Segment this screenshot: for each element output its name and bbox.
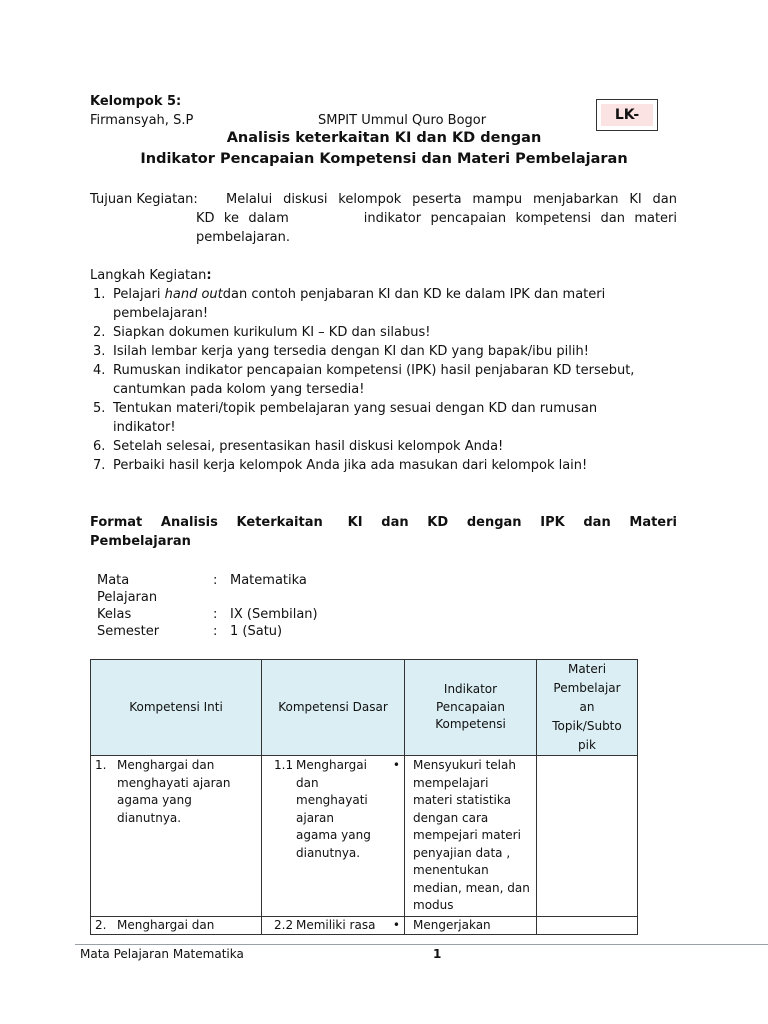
list-item: 4. Rumuskan indikator pencapaian kompetensi (IPK) hasil penjabaran KD tersebut, cantumkan pada kolom yang tersedia! (93, 363, 635, 397)
kelas-label: Kelas (97, 607, 132, 622)
row2-kd: 2.2 Memiliki rasa • (262, 916, 405, 935)
tujuan-label: Tujuan Kegiatan: (90, 192, 198, 207)
steps-list (93, 285, 653, 475)
school-name: SMPIT Ummul Quro Bogor (318, 113, 487, 128)
lk-box (596, 99, 658, 131)
lk-label: LK- (601, 104, 653, 126)
header-kd: Kompetensi Dasar (262, 660, 405, 756)
row2-ipk: Mengerjakan (405, 916, 537, 935)
course-info: Mata : Matematika Pelajaran Kelas : IX (Sembilan) Semester : 1 (Satu) (97, 573, 318, 639)
tujuan-line3: pembelajaran. (196, 230, 291, 245)
row1-materi (537, 756, 638, 917)
list-item: 1. Pelajari hand outdan contoh penjabaran KI dan KD ke dalam IPK dan materi pembelajaran! (93, 287, 606, 321)
footer-divider (75, 944, 768, 945)
doc-title-line1: Analisis keterkaitan KI dan KD dengan (226, 130, 542, 146)
bullet-icon: • (392, 758, 400, 772)
tujuan-line1: Melalui diskusi kelompok peserta mampu menjabarkan KI dan (226, 192, 677, 207)
analysis-table (90, 659, 638, 935)
list-item: 6. Setelah selesai, presentasikan hasil diskusi kelompok Anda! (93, 439, 504, 454)
row2-ki: 2. Menghargai dan (91, 916, 262, 935)
semester-label: Semester (97, 624, 160, 639)
footer-subject: Mata Pelajaran Matematika (80, 947, 244, 961)
mapel-value: Matematika (230, 573, 307, 588)
list-item: 2. Siapkan dokumen kurikulum KI – KD dan silabus! (93, 325, 431, 340)
header-materi: Materi Pembelajar an Topik/Subto pik (537, 660, 638, 756)
row1-ipk: Mensyukuri telah mempelajari materi statistika dengan cara mempejari materi penyajian data , menentukan median, mean, dan modus (405, 756, 537, 917)
group-label: Kelompok 5: (90, 94, 182, 109)
langkah-heading: Langkah Kegiatan: (90, 268, 212, 283)
kelas-value: IX (Sembilan) (230, 607, 318, 622)
mapel-label: Mata (97, 573, 130, 588)
row1-ki: 1. Menghargai dan menghayati ajaran agama yang dianutnya. (91, 756, 262, 917)
page-number: 1 (433, 947, 442, 961)
header-ipk: Indikator Pencapaian Kompetensi (405, 660, 537, 756)
row1-kd: 1.1 Menghargai dan menghayati ajaran agama yang dianutnya. • (262, 756, 405, 917)
mapel-label-2: Pelajaran (97, 590, 158, 605)
author-name: Firmansyah, S.P (90, 113, 194, 128)
doc-title-line2: Indikator Pencapaian Kompetensi dan Materi Pembelajaran (140, 151, 628, 167)
bullet-icon: • (392, 917, 400, 932)
header-ki: Kompetensi Inti (91, 660, 262, 756)
table-row (91, 916, 638, 935)
format-heading-line1: Format Analisis Keterkaitan KI dan KD dengan IPK dan Materi (90, 515, 677, 530)
table-row (91, 756, 638, 917)
format-heading-line2: Pembelajaran (90, 534, 191, 549)
tujuan-line2: KD ke dalam indikator pencapaian kompetensi dan materi (196, 211, 677, 226)
list-item: 5. Tentukan materi/topik pembelajaran yang sesuai dengan KD dan rumusan indikator! (93, 401, 598, 435)
semester-value: 1 (Satu) (230, 624, 283, 639)
list-item: 7. Perbaiki hasil kerja kelompok Anda jika ada masukan dari kelompok lain! (93, 458, 588, 473)
list-item: 3. Isilah lembar kerja yang tersedia dengan KI dan KD yang bapak/ibu pilih! (93, 344, 589, 359)
row2-materi (537, 916, 638, 935)
table-header-row (91, 660, 638, 756)
